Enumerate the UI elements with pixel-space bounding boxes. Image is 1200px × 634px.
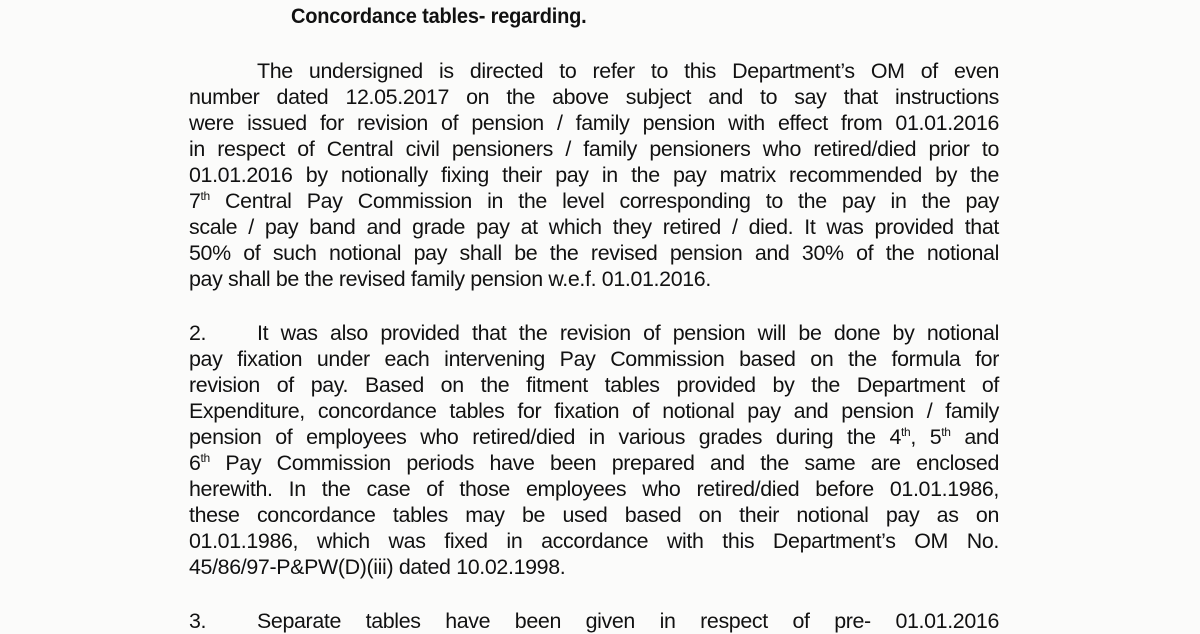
text-line: 01.01.1986, which was fixed in accordance with this Department’s OM No. — [189, 529, 999, 553]
text-line: were issued for revision of pension / family pension with effect from 01.01.2016 — [189, 111, 999, 135]
text-line: 6th Pay Commission periods have been prepared and the same are enclosed — [189, 451, 999, 475]
text-line: 7th Central Pay Commission in the level corresponding to the pay in the pay — [189, 189, 999, 213]
text-line: 3. Separate tables have been given in respect of pre- 01.01.2016 — [189, 609, 999, 633]
paragraph-number: 3. — [189, 609, 207, 633]
text-line: herewith. In the case of those employees who retired/died before 01.01.1986, — [189, 477, 999, 501]
text-line: pay shall be the revised family pension w.e.f. 01.01.2016. — [189, 267, 711, 291]
text-line: pension of employees who retired/died in various grades during the 4th, 5th and — [189, 425, 1000, 449]
text-line: revision of pay. Based on the fitment tables provided by the Department of — [189, 373, 999, 397]
cut-off-previous-line — [0, 0, 1200, 2]
paragraph-1 — [189, 58, 999, 292]
text-line: pay fixation under each intervening Pay Commission based on the formula for — [189, 347, 999, 371]
text-line: 50% of such notional pay shall be the revised pension and 30% of the notional — [189, 241, 999, 265]
paragraph-3 — [189, 608, 999, 634]
subject-line: Concordance tables- regarding. — [291, 4, 587, 28]
text-line: The undersigned is directed to refer to this Department’s OM of even — [257, 59, 999, 83]
text-line: these concordance tables may be used based on their notional pay as on — [189, 503, 999, 527]
text-line: scale / pay band and grade pay at which they retired / died. It was provided that — [189, 215, 999, 239]
text-line: Expenditure, concordance tables for fixation of notional pay and pension / family — [189, 399, 999, 423]
text-line: 01.01.2016 by notionally fixing their pay in the pay matrix recommended by the — [189, 163, 999, 187]
text-line: in respect of Central civil pensioners / family pensioners who retired/died prior to — [189, 137, 999, 161]
paragraph-number: 2. — [189, 321, 207, 345]
text-line: 2. It was also provided that the revision of pension will be done by notional — [189, 321, 999, 345]
paragraph-2 — [189, 320, 999, 580]
text-line: number dated 12.05.2017 on the above subject and to say that instructions — [189, 85, 999, 109]
text-line: 45/86/97-P&PW(D)(iii) dated 10.02.1998. — [189, 555, 566, 579]
